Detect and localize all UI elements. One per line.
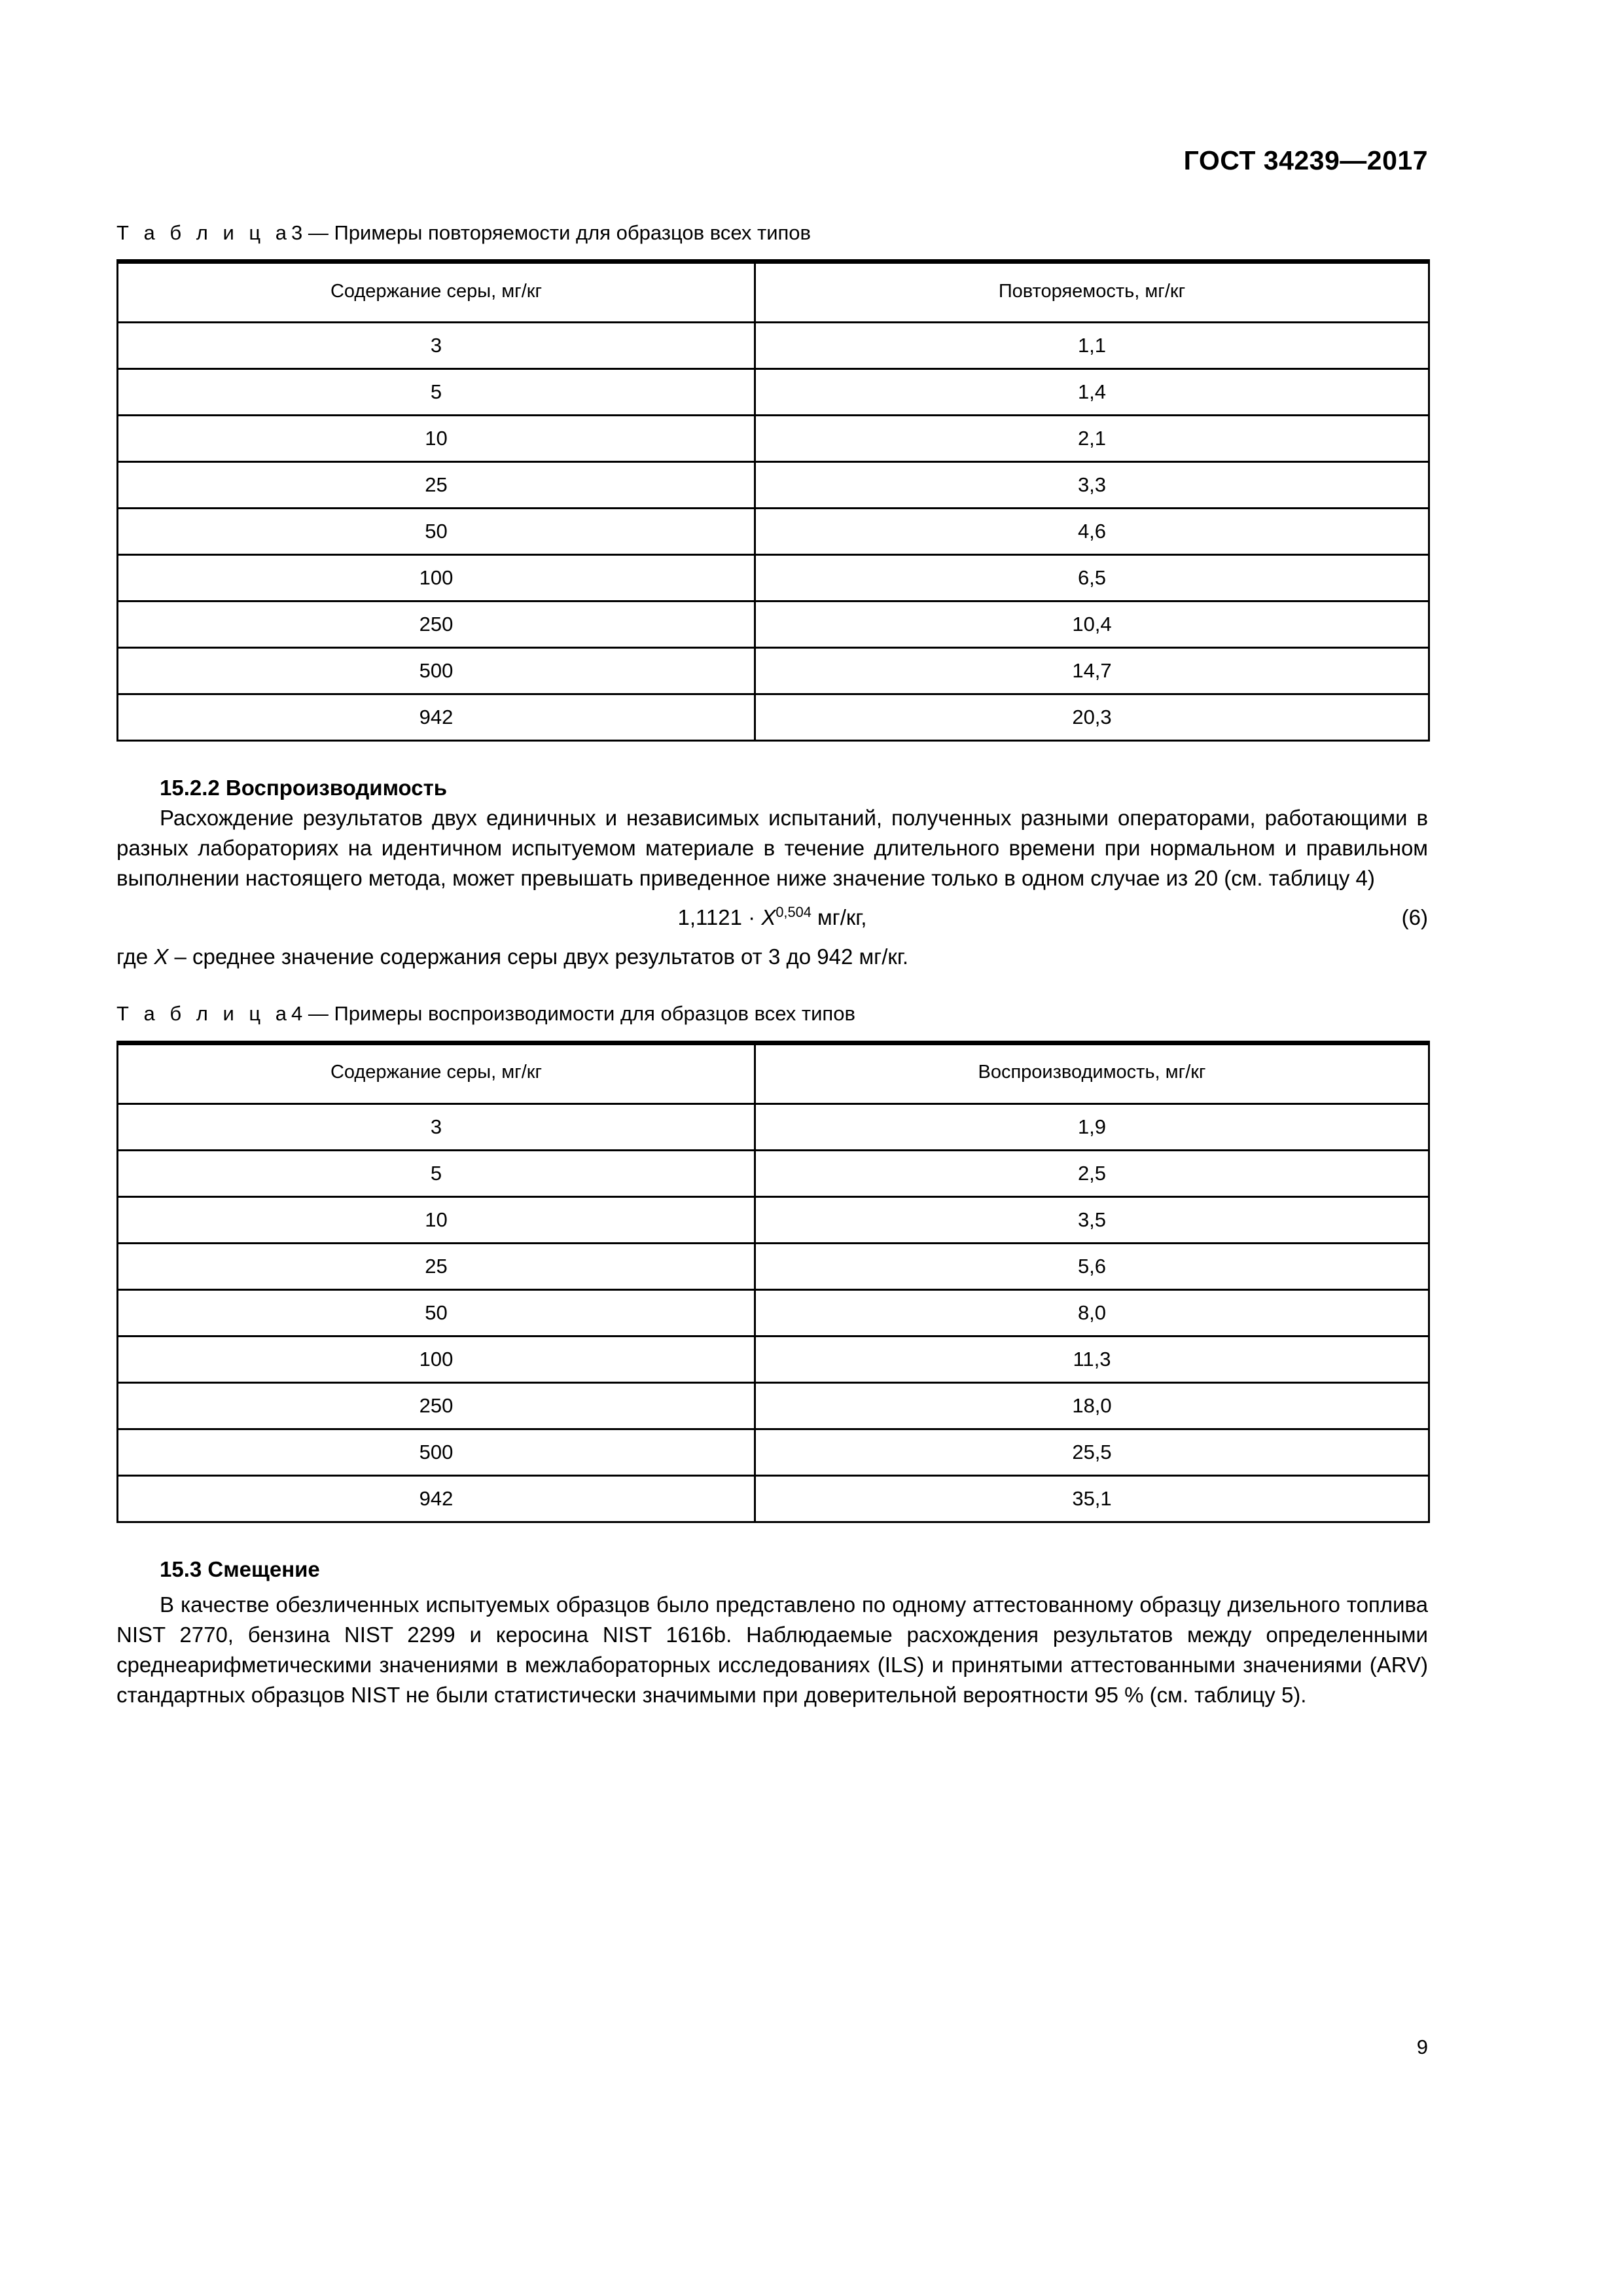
- table3-cell-repeatability: 14,7: [755, 648, 1429, 694]
- table3-cell-repeatability: 20,3: [755, 694, 1429, 741]
- table3-col-header-sulfur: Содержание серы, мг/кг: [118, 260, 755, 323]
- table4-caption: [116, 1001, 1428, 1027]
- table3-body: [118, 323, 1429, 741]
- table4-caption-label: Т а б л и ц а: [116, 1002, 292, 1026]
- table-row: [118, 509, 1429, 555]
- table4-cell-sulfur: 100: [118, 1336, 755, 1382]
- table3-caption-label: Т а б л и ц а: [116, 221, 292, 244]
- table3-cell-sulfur: 3: [118, 323, 755, 369]
- table-row: [118, 1336, 1429, 1382]
- reproducibility-table: [116, 1041, 1430, 1523]
- table4-col-header-sulfur: Содержание серы, мг/кг: [118, 1041, 755, 1103]
- page-number: 9: [1416, 2036, 1428, 2058]
- table4-cell-sulfur: 25: [118, 1243, 755, 1289]
- table3-cell-repeatability: 1,4: [755, 369, 1429, 416]
- table-row: [118, 648, 1429, 694]
- table3-caption-number: 3: [291, 221, 303, 244]
- table4-caption-dash: —: [308, 1002, 329, 1026]
- table4-cell-sulfur: 5: [118, 1150, 755, 1196]
- table4-cell-sulfur: 3: [118, 1103, 755, 1150]
- table-row: [118, 601, 1429, 648]
- standard-number-header: ГОСТ 34239—2017: [1183, 145, 1428, 175]
- section-15-3-paragraph: В качестве обезличенных испытуемых образцов было представлено по одному аттестованному образцу дизельного топлива NIST 2770, бензина NIST 2299 и керосина NIST 1616b. Наблюдаемые расхождения результатов между определенными среднеарифметическими значениями в межлабораторных исследованиях (ILS) и принятыми аттестованными значениями (ARV) стандартных образцов NIST не были статистически значимыми при доверительной вероятности 95 % (см. таблицу 5).: [116, 1592, 1428, 1707]
- table3-cell-repeatability: 6,5: [755, 555, 1429, 601]
- table4-col-header-reproducibility: Воспроизводимость, мг/кг: [755, 1041, 1429, 1103]
- table3-cell-sulfur: 25: [118, 462, 755, 509]
- formula-variable: X: [761, 905, 776, 930]
- table-row: [118, 1429, 1429, 1475]
- where-variable: X: [154, 944, 169, 969]
- repeatability-table: [116, 259, 1430, 742]
- table-row: [118, 1243, 1429, 1289]
- table4-cell-reproducibility: 35,1: [755, 1475, 1429, 1522]
- table-row: [118, 1196, 1429, 1243]
- table4-caption-text: Примеры воспроизводимости для образцов всех типов: [334, 1002, 855, 1026]
- table-row: [118, 1103, 1429, 1150]
- table3-cell-sulfur: 50: [118, 509, 755, 555]
- table3-block: [116, 259, 1428, 742]
- table-row: [118, 323, 1429, 369]
- table4-cell-sulfur: 10: [118, 1196, 755, 1243]
- table4-cell-reproducibility: 2,5: [755, 1150, 1429, 1196]
- table4-cell-reproducibility: 8,0: [755, 1289, 1429, 1336]
- table4-block: [116, 1041, 1428, 1523]
- table4-cell-reproducibility: 18,0: [755, 1382, 1429, 1429]
- formula-variable-definition: [116, 942, 1428, 972]
- section-15-2-2-heading: 15.2.2 Воспроизводимость: [160, 776, 448, 800]
- table3-cell-repeatability: 2,1: [755, 416, 1429, 462]
- formula-units: мг/кг,: [811, 905, 867, 930]
- table-row: [118, 416, 1429, 462]
- table3-cell-sulfur: 500: [118, 648, 755, 694]
- table3-cell-repeatability: 1,1: [755, 323, 1429, 369]
- table3-cell-sulfur: 5: [118, 369, 755, 416]
- section-15-2-2-paragraph: Расхождение результатов двух единичных и независимых испытаний, полученных разными операторами, работающими в разных лабораториях на идентичном испытуемом материале в течение длительного времени при нормальном и правильном выполнении настоящего метода, может превышать приведенное ниже значение только в одном случае из 20 (см. таблицу 4): [116, 806, 1428, 891]
- table3-cell-repeatability: 4,6: [755, 509, 1429, 555]
- table-row: [118, 694, 1429, 741]
- table3-caption-dash: —: [308, 221, 329, 244]
- formula-coefficient: 1,1121 ·: [677, 905, 762, 930]
- table-row: [118, 1289, 1429, 1336]
- page-content: [116, 0, 1428, 1710]
- table-row: [118, 1475, 1429, 1522]
- table4-cell-reproducibility: 11,3: [755, 1336, 1429, 1382]
- table4-cell-reproducibility: 5,6: [755, 1243, 1429, 1289]
- table4-cell-reproducibility: 25,5: [755, 1429, 1429, 1475]
- table4-cell-sulfur: 250: [118, 1382, 755, 1429]
- table3-cell-sulfur: 100: [118, 555, 755, 601]
- formula-6-number: (6): [1401, 905, 1428, 930]
- where-text: – среднее значение содержания серы двух результатов от 3 до 942 мг/кг.: [168, 944, 908, 969]
- formula-6-row: [116, 901, 1428, 934]
- table4-caption-number: 4: [291, 1002, 303, 1026]
- table3-cell-sulfur: 10: [118, 416, 755, 462]
- table-row: [118, 369, 1429, 416]
- table4-cell-reproducibility: 3,5: [755, 1196, 1429, 1243]
- table3-cell-repeatability: 3,3: [755, 462, 1429, 509]
- table3-cell-repeatability: 10,4: [755, 601, 1429, 648]
- table3-col-header-repeatability: Повторяемость, мг/кг: [755, 260, 1429, 323]
- table4-cell-sulfur: 942: [118, 1475, 755, 1522]
- table3-caption-text: Примеры повторяемости для образцов всех типов: [334, 221, 812, 244]
- table4-cell-reproducibility: 1,9: [755, 1103, 1429, 1150]
- table4-body: [118, 1103, 1429, 1522]
- table3-cell-sulfur: 942: [118, 694, 755, 741]
- table-row: [118, 1382, 1429, 1429]
- table4-header-row: [118, 1041, 1429, 1103]
- section-15-3-heading: 15.3 Смещение: [160, 1556, 320, 1581]
- table-row: [118, 1150, 1429, 1196]
- table-row: [118, 555, 1429, 601]
- formula-exponent: 0,504: [776, 904, 812, 921]
- table4-cell-sulfur: 50: [118, 1289, 755, 1336]
- where-prefix: где: [116, 944, 154, 969]
- formula-6-expression: [678, 905, 867, 929]
- table3-header-row: [118, 260, 1429, 323]
- table4-cell-sulfur: 500: [118, 1429, 755, 1475]
- table-row: [118, 462, 1429, 509]
- table3-caption: [116, 220, 1428, 246]
- table3-cell-sulfur: 250: [118, 601, 755, 648]
